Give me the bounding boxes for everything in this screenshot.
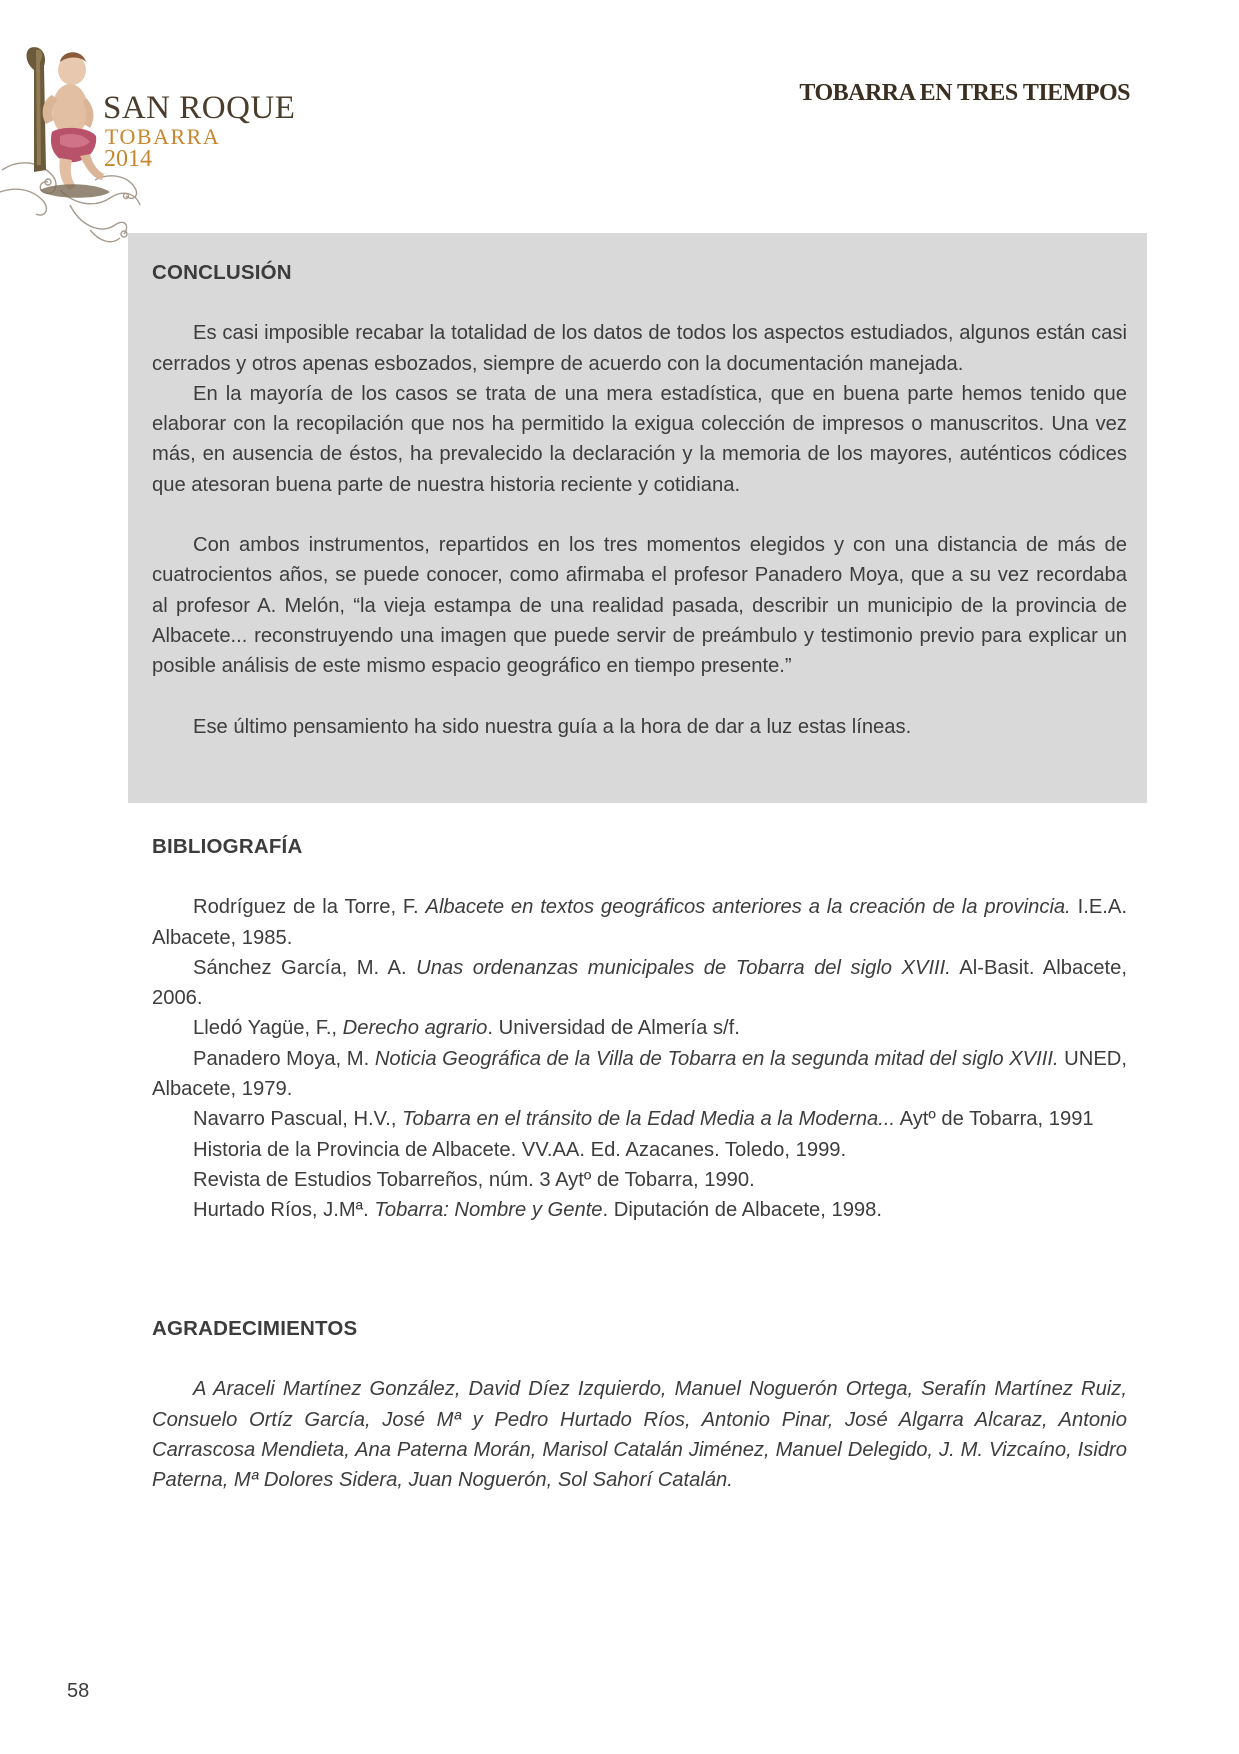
running-head: TOBARRA EN TRES TIEMPOS: [799, 80, 1130, 106]
publication-logo: [0, 40, 300, 250]
conclusion-paragraph: Con ambos instrumentos, repartidos en los tres momentos elegidos y con una distancia de más de cuatrocientos años, se puede conocer, como afirmaba el profesor Panadero Moya, que a su vez recordaba al profesor A. Melón, “la vieja estampa de una realidad pasada, describir un municipio de la provincia de Albacete... reconstruyendo una imagen que puede servir de preámbulo y testimonio previo para explicar un posible análisis de este mismo espacio geográfico en tiempo presente.”: [152, 534, 1127, 678]
bibliography-entry: Panadero Moya, M. Noticia Geográfica de la Villa de Tobarra en la segunda mitad del siglo XVIII. UNED, Albacete, 1979.: [152, 1047, 1127, 1101]
page-number: 58: [67, 1680, 90, 1702]
logo-year: 2014: [104, 146, 152, 172]
conclusion-section: [152, 258, 1127, 742]
bibliography-entry: Lledó Yagüe, F., Derecho agrario. Universidad de Almería s/f.: [193, 1017, 740, 1040]
bibliography-section: [152, 832, 1127, 1226]
conclusion-paragraph: En la mayoría de los casos se trata de una mera estadística, que en buena parte hemos tenido que elaborar con la recopilación que nos ha permitido la exigua colección de impresos o manuscritos. Una vez más, en ausencia de éstos, ha prevalecido la declaración y la memoria de los mayores, auténticos códices que atesoran buena parte de nuestra historia reciente y cotidiana.: [152, 382, 1127, 496]
conclusion-heading: CONCLUSIÓN: [152, 261, 292, 284]
bibliography-entry: Revista de Estudios Tobarreños, núm. 3 Aytº de Tobarra, 1990.: [193, 1168, 755, 1191]
acknowledgements-text: A Araceli Martínez González, David Díez Izquierdo, Manuel Noguerón Ortega, Serafín Martínez Ruiz, Consuelo Ortíz García, José Mª y Pedro Hurtado Ríos, Antonio Pinar, José Algarra Alcaraz, Antonio Carrascosa Mendieta, Ana Paterna Morán, Marisol Catalán Jiménez, Manuel Delegido, J. M. Vizcaíno, Isidro Paterna, Mª Dolores Sidera, Juan Noguerón, Sol Sahorí Catalán.: [152, 1378, 1127, 1492]
bibliography-entry: Hurtado Ríos, J.Mª. Tobarra: Nombre y Gente. Diputación de Albacete, 1998.: [193, 1199, 882, 1222]
logo-subtitle: TOBARRA: [105, 124, 221, 149]
bibliography-entry: Sánchez García, M. A. Unas ordenanzas municipales de Tobarra del siglo XVIII. Al-Basit. Albacete, 2006.: [152, 956, 1127, 1010]
acknowledgements-heading: AGRADECIMIENTOS: [152, 1317, 358, 1340]
conclusion-paragraph: Ese último pensamiento ha sido nuestra guía a la hora de dar a luz estas líneas.: [193, 715, 912, 738]
conclusion-paragraph: Es casi imposible recabar la totalidad de los datos de todos los aspectos estudiados, algunos están casi cerrados y otros apenas esbozados, siempre de acuerdo con la documentación manejada.: [152, 322, 1127, 375]
acknowledgements-section: [152, 1314, 1127, 1495]
bibliography-heading: BIBLIOGRAFÍA: [152, 835, 303, 858]
logo-title: SAN ROQUE: [103, 90, 296, 126]
bibliography-entry: Navarro Pascual, H.V., Tobarra en el tránsito de la Edad Media a la Moderna... Aytº de Tobarra, 1991: [193, 1108, 1094, 1131]
bibliography-entry: Rodríguez de la Torre, F. Albacete en textos geográficos anteriores a la creación de la provincia. I.E.A. Albacete, 1985.: [152, 896, 1127, 949]
bibliography-entry: Historia de la Provincia de Albacete. VV.AA. Ed. Azacanes. Toledo, 1999.: [193, 1138, 847, 1161]
